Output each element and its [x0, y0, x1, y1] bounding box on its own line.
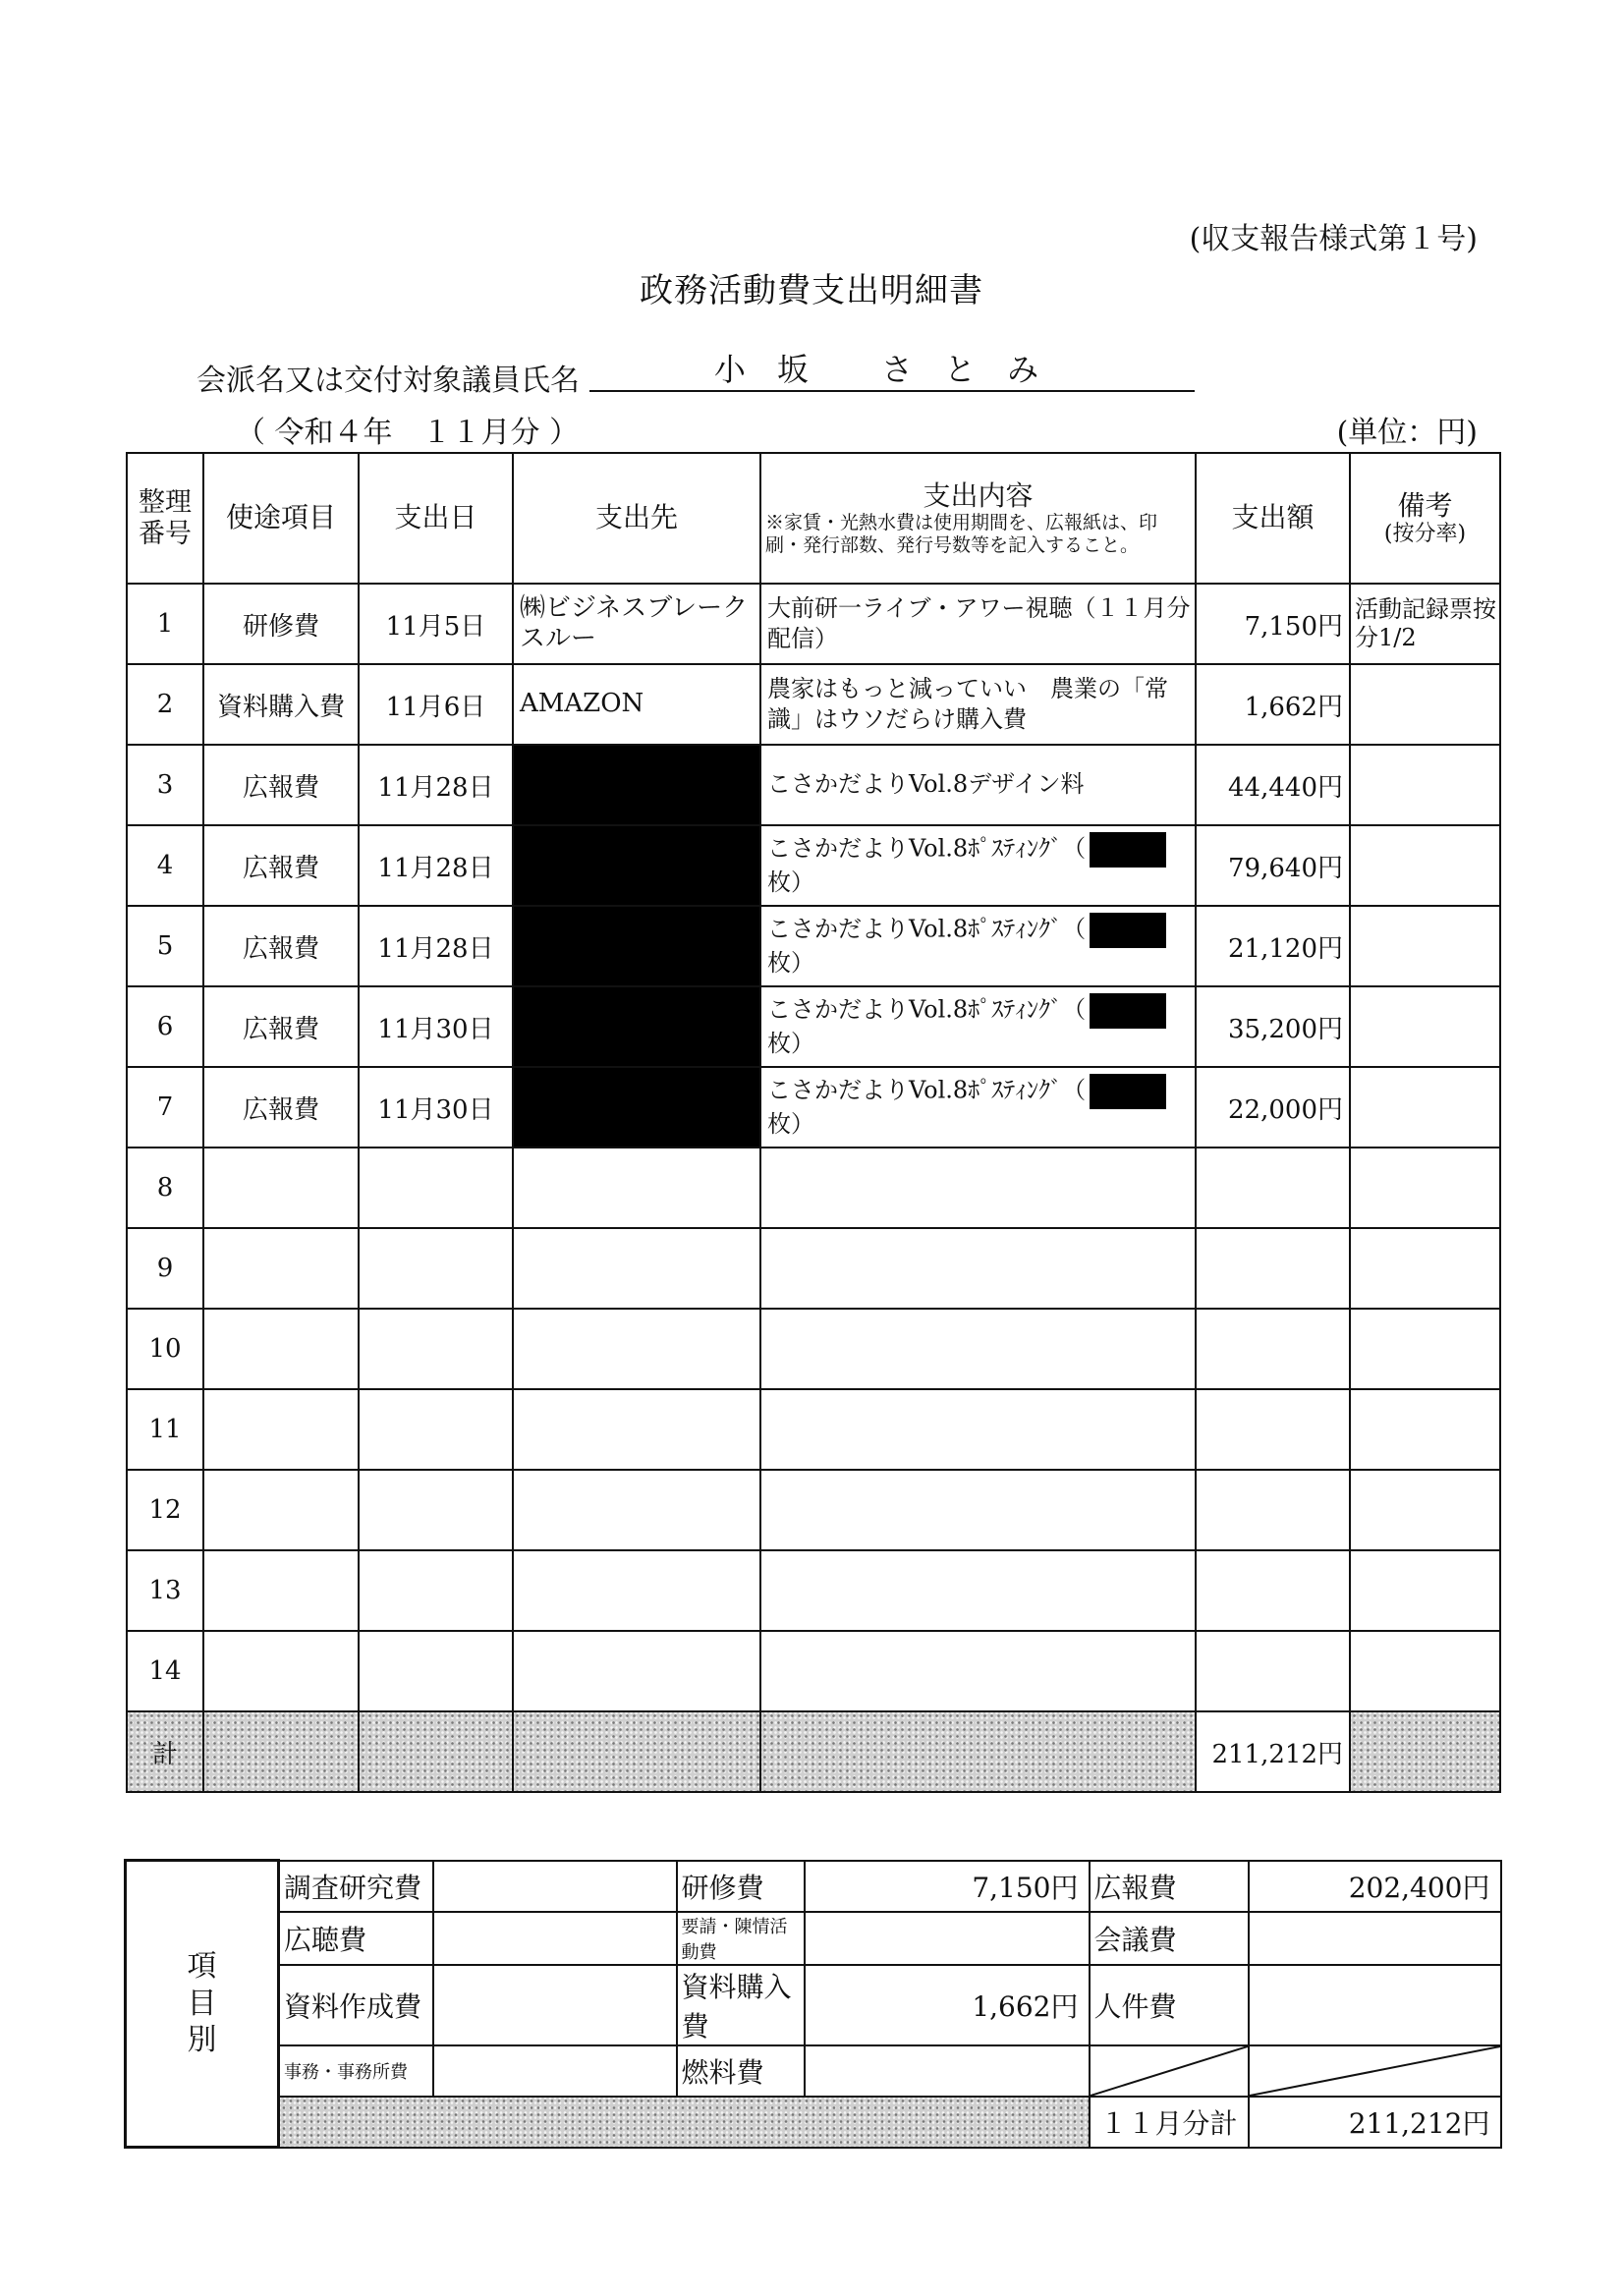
row-detail: [760, 986, 1196, 1067]
summary-kenshu: 研修費: [677, 1861, 805, 1912]
row-detail: [760, 1148, 1196, 1228]
row-detail-text: 枚）: [767, 1030, 814, 1058]
header-date: 支出日: [359, 453, 513, 584]
row-payee: [513, 1550, 760, 1631]
table-row: [127, 1309, 1500, 1389]
row-date: [359, 1309, 513, 1389]
row-remarks: [1350, 1470, 1500, 1550]
row-remarks: [1350, 1631, 1500, 1711]
summary-shiryo-konyu: 資料購入費: [677, 1965, 805, 2045]
total-blank: [760, 1711, 1196, 1792]
row-category: 広報費: [203, 745, 359, 825]
summary-chosa: 調査研究費: [279, 1861, 433, 1912]
row-remarks: [1350, 986, 1500, 1067]
row-category: [203, 1309, 359, 1389]
row-remarks: [1350, 1550, 1500, 1631]
row-remarks: [1350, 825, 1500, 906]
row-no: 9: [127, 1228, 203, 1309]
row-payee: AMAZON: [513, 664, 760, 745]
row-detail-text: 枚）: [767, 868, 814, 897]
row-remarks: [1350, 1389, 1500, 1470]
row-amount: 1,662円: [1196, 664, 1350, 745]
name-label: 会派名又は交付対象議員氏名: [196, 364, 580, 398]
row-detail: [760, 1389, 1196, 1470]
row-remarks: [1350, 745, 1500, 825]
form-number: (収支報告様式第１号): [1189, 222, 1478, 256]
row-remarks: [1350, 1228, 1500, 1309]
redacted-quantity: [1090, 993, 1166, 1029]
row-payee: [513, 1470, 760, 1550]
total-label: 計: [127, 1711, 203, 1792]
summary-diagonal-cell: [1249, 2045, 1501, 2097]
row-detail: [760, 825, 1196, 906]
row-date: 11月6日: [359, 664, 513, 745]
redacted-payee: [513, 1067, 760, 1148]
total-blank: [359, 1711, 513, 1792]
summary-shiryo-sakusei: 資料作成費: [279, 1965, 433, 2045]
row-category: [203, 1631, 359, 1711]
table-row: [127, 1389, 1500, 1470]
row-date: 11月30日: [359, 986, 513, 1067]
diagonal-line: [1250, 2046, 1500, 2096]
row-amount: [1196, 1228, 1350, 1309]
row-detail: [760, 1067, 1196, 1148]
row-amount: [1196, 1389, 1350, 1470]
summary-koho: 広報費: [1090, 1861, 1249, 1912]
row-detail-text: 枚）: [767, 1110, 814, 1139]
summary-jimu-amt: [433, 2045, 677, 2097]
table-row: [127, 1550, 1500, 1631]
summary-month-total-amt: 211,212円: [1249, 2097, 1501, 2148]
total-row: [127, 1711, 1500, 1792]
row-no: 11: [127, 1389, 203, 1470]
row-detail-text: こさかだよりVol.8ﾎﾟｽﾃｨﾝｸﾞ（: [767, 834, 1087, 863]
row-category: 広報費: [203, 825, 359, 906]
row-amount: [1196, 1148, 1350, 1228]
summary-jinken-amt: [1249, 1965, 1501, 2045]
row-amount: 44,440円: [1196, 745, 1350, 825]
header-detail-title: 支出内容: [923, 478, 1034, 512]
header-remarks-title: 備考: [1397, 488, 1453, 522]
table-row: [127, 584, 1500, 664]
row-payee: [513, 1389, 760, 1470]
row-amount: 22,000円: [1196, 1067, 1350, 1148]
row-date: [359, 1631, 513, 1711]
summary-kocho: 広聴費: [279, 1912, 433, 1965]
table-row: [127, 664, 1500, 745]
row-category: [203, 1550, 359, 1631]
row-detail: [760, 1550, 1196, 1631]
row-detail-text: こさかだよりVol.8ﾎﾟｽﾃｨﾝｸﾞ（: [767, 915, 1087, 943]
row-amount: 7,150円: [1196, 584, 1350, 664]
header-amount: 支出額: [1196, 453, 1350, 584]
row-category: 広報費: [203, 1067, 359, 1148]
row-remarks: [1350, 664, 1500, 745]
header-detail-note: ※家賃・光熱水費は使用期間を、広報紙は、印刷・発行部数、発行号数等を記入すること。: [765, 511, 1158, 556]
header-payee: 支出先: [513, 453, 760, 584]
row-category: 研修費: [203, 584, 359, 664]
redacted-quantity: [1090, 913, 1166, 948]
summary-diagonal-cell: [1090, 2045, 1249, 2097]
header-remarks-sub: (按分率): [1383, 521, 1467, 546]
summary-side-text: 項目別: [187, 1949, 217, 2058]
row-detail: こさかだよりVol.8デザイン料: [760, 745, 1196, 825]
row-amount: [1196, 1550, 1350, 1631]
row-detail: [760, 1228, 1196, 1309]
row-no: 3: [127, 745, 203, 825]
row-date: [359, 1148, 513, 1228]
row-date: 11月30日: [359, 1067, 513, 1148]
expense-table: [126, 452, 1501, 1793]
row-category: [203, 1148, 359, 1228]
row-date: [359, 1550, 513, 1631]
row-payee: [513, 1148, 760, 1228]
row-no: 7: [127, 1067, 203, 1148]
table-row: [127, 1228, 1500, 1309]
row-no: 10: [127, 1309, 203, 1389]
row-no: 5: [127, 906, 203, 986]
row-date: 11月28日: [359, 825, 513, 906]
summary-kocho-amt: [433, 1912, 677, 1965]
summary-shaded: [279, 2097, 1090, 2148]
redacted-payee: [513, 745, 760, 825]
document-title: 政務活動費支出明細書: [640, 271, 983, 310]
row-remarks: [1350, 1067, 1500, 1148]
row-amount: 21,120円: [1196, 906, 1350, 986]
redacted-payee: [513, 986, 760, 1067]
row-remarks: [1350, 1309, 1500, 1389]
row-detail: [760, 1470, 1196, 1550]
member-name: 小坂 さとみ: [589, 349, 1195, 392]
row-payee: [513, 1228, 760, 1309]
row-date: [359, 1389, 513, 1470]
row-remarks: [1350, 1148, 1500, 1228]
row-category: 広報費: [203, 906, 359, 986]
row-payee: ㈱ビジネスブレークスルー: [513, 584, 760, 664]
table-header-row: [127, 453, 1500, 584]
table-row: [127, 825, 1500, 906]
row-no: 6: [127, 986, 203, 1067]
table-row: [127, 1470, 1500, 1550]
table-row: [127, 986, 1500, 1067]
row-detail: [760, 1631, 1196, 1711]
summary-kaigi: 会議費: [1090, 1912, 1249, 1965]
row-detail-text: 枚）: [767, 949, 814, 978]
row-no: 14: [127, 1631, 203, 1711]
row-category: [203, 1228, 359, 1309]
row-remarks: [1350, 906, 1500, 986]
summary-kenshu-amt: 7,150円: [805, 1861, 1090, 1912]
summary-yosei-amt: [805, 1912, 1090, 1965]
total-blank: [203, 1711, 359, 1792]
summary-chosa-amt: [433, 1861, 677, 1912]
row-detail: [760, 906, 1196, 986]
row-amount: [1196, 1631, 1350, 1711]
period: （ 令和４年 １１月分 ）: [236, 416, 580, 450]
summary-koho-amt: 202,400円: [1249, 1861, 1501, 1912]
row-no: 1: [127, 584, 203, 664]
summary-yosei: 要請・陳情活動費: [677, 1912, 805, 1965]
total-blank: [513, 1711, 760, 1792]
row-no: 8: [127, 1148, 203, 1228]
summary-nenryo: 燃料費: [677, 2045, 805, 2097]
table-row: [127, 745, 1500, 825]
row-detail-text: こさかだよりVol.8ﾎﾟｽﾃｨﾝｸﾞ（: [767, 995, 1087, 1024]
table-row: [127, 906, 1500, 986]
row-detail: 大前研一ライブ・アワー視聴（１１月分配信）: [760, 584, 1196, 664]
row-category: [203, 1389, 359, 1470]
table-row: [127, 1067, 1500, 1148]
row-payee: [513, 1631, 760, 1711]
unit-label: (単位：円): [1336, 416, 1478, 450]
row-amount: [1196, 1470, 1350, 1550]
summary-kaigi-amt: [1249, 1912, 1501, 1965]
total-amount: 211,212円: [1196, 1711, 1350, 1792]
summary-side-label: [126, 1861, 279, 2148]
row-detail: [760, 1309, 1196, 1389]
summary-month-total-label: １１月分計: [1090, 2097, 1249, 2148]
row-date: 11月28日: [359, 906, 513, 986]
header-remarks: [1350, 453, 1500, 584]
header-category: 使途項目: [203, 453, 359, 584]
row-detail: 農家はもっと減っていい 農業の「常識」はウソだらけ購入費: [760, 664, 1196, 745]
row-no: 12: [127, 1470, 203, 1550]
row-date: 11月28日: [359, 745, 513, 825]
row-remarks: 活動記録票按分1/2: [1350, 584, 1500, 664]
header-detail: [760, 453, 1196, 584]
row-payee: [513, 1309, 760, 1389]
summary-jinken: 人件費: [1090, 1965, 1249, 2045]
row-amount: 35,200円: [1196, 986, 1350, 1067]
redacted-quantity: [1090, 832, 1166, 868]
row-no: 13: [127, 1550, 203, 1631]
row-no: 4: [127, 825, 203, 906]
row-detail-text: こさかだよりVol.8ﾎﾟｽﾃｨﾝｸﾞ（: [767, 1076, 1087, 1104]
row-category: [203, 1470, 359, 1550]
summary-shiryo-konyu-amt: 1,662円: [805, 1965, 1090, 2045]
header-no: 整理番号: [127, 453, 203, 584]
row-no: 2: [127, 664, 203, 745]
diagonal-line: [1091, 2046, 1248, 2096]
total-blank: [1350, 1711, 1500, 1792]
row-amount: [1196, 1309, 1350, 1389]
row-date: 11月5日: [359, 584, 513, 664]
row-amount: 79,640円: [1196, 825, 1350, 906]
redacted-payee: [513, 906, 760, 986]
summary-nenryo-amt: [805, 2045, 1090, 2097]
table-row: [127, 1148, 1500, 1228]
table-row: [127, 1631, 1500, 1711]
redacted-quantity: [1090, 1074, 1166, 1109]
row-category: 広報費: [203, 986, 359, 1067]
summary-jimu: 事務・事務所費: [279, 2045, 433, 2097]
summary-table: [124, 1859, 1502, 2149]
row-date: [359, 1228, 513, 1309]
redacted-payee: [513, 825, 760, 906]
row-date: [359, 1470, 513, 1550]
row-category: 資料購入費: [203, 664, 359, 745]
summary-shiryo-sakusei-amt: [433, 1965, 677, 2045]
